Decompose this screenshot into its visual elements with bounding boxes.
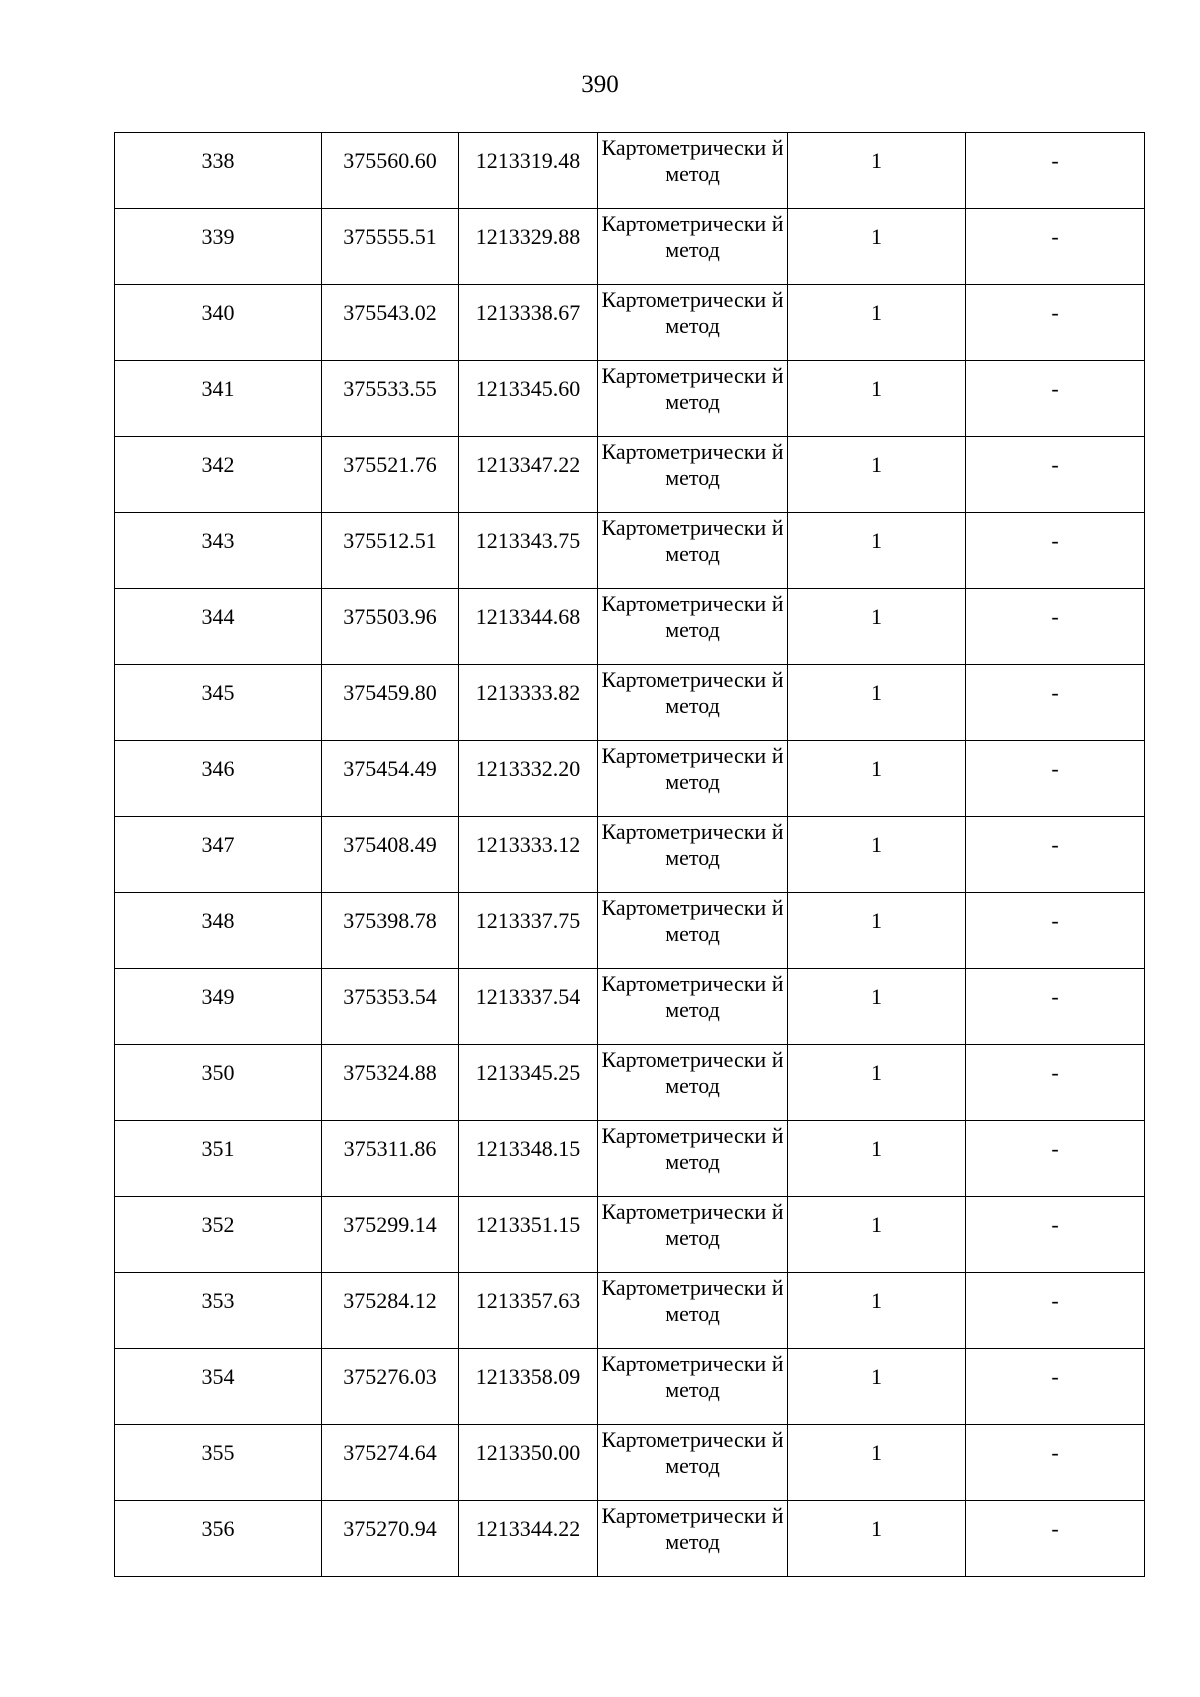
point-number-cell: 354	[115, 1349, 322, 1425]
note-cell: -	[966, 1349, 1145, 1425]
point-number-cell: 346	[115, 741, 322, 817]
table-row	[115, 1425, 1145, 1501]
accuracy-cell: 1	[788, 209, 966, 285]
note-cell: -	[966, 665, 1145, 741]
y-coordinate-cell: 1213345.60	[459, 361, 598, 437]
point-number-cell: 355	[115, 1425, 322, 1501]
method-cell: Картометрически й метод	[598, 437, 788, 513]
accuracy-cell: 1	[788, 513, 966, 589]
accuracy-cell: 1	[788, 1121, 966, 1197]
x-coordinate-cell: 375270.94	[322, 1501, 459, 1577]
note-cell: -	[966, 1045, 1145, 1121]
y-coordinate-cell: 1213344.68	[459, 589, 598, 665]
y-coordinate-cell: 1213344.22	[459, 1501, 598, 1577]
method-cell: Картометрически й метод	[598, 1425, 788, 1501]
point-number-cell: 349	[115, 969, 322, 1045]
point-number-cell: 350	[115, 1045, 322, 1121]
note-cell: -	[966, 133, 1145, 209]
point-number-cell: 339	[115, 209, 322, 285]
accuracy-cell: 1	[788, 969, 966, 1045]
method-cell: Картометрически й метод	[598, 1045, 788, 1121]
accuracy-cell: 1	[788, 665, 966, 741]
table-row	[115, 133, 1145, 209]
table-row	[115, 361, 1145, 437]
x-coordinate-cell: 375353.54	[322, 969, 459, 1045]
table-row	[115, 817, 1145, 893]
accuracy-cell: 1	[788, 1045, 966, 1121]
accuracy-cell: 1	[788, 1273, 966, 1349]
x-coordinate-cell: 375276.03	[322, 1349, 459, 1425]
y-coordinate-cell: 1213357.63	[459, 1273, 598, 1349]
accuracy-cell: 1	[788, 1425, 966, 1501]
point-number-cell: 341	[115, 361, 322, 437]
x-coordinate-cell: 375454.49	[322, 741, 459, 817]
accuracy-cell: 1	[788, 133, 966, 209]
note-cell: -	[966, 741, 1145, 817]
note-cell: -	[966, 285, 1145, 361]
page-number: 390	[581, 71, 619, 98]
coordinates-table	[114, 132, 1145, 1577]
y-coordinate-cell: 1213351.15	[459, 1197, 598, 1273]
table-row	[115, 1121, 1145, 1197]
x-coordinate-cell: 375555.51	[322, 209, 459, 285]
note-cell: -	[966, 969, 1145, 1045]
table-row	[115, 285, 1145, 361]
table-row	[115, 437, 1145, 513]
x-coordinate-cell: 375408.49	[322, 817, 459, 893]
method-cell: Картометрически й метод	[598, 1121, 788, 1197]
y-coordinate-cell: 1213345.25	[459, 1045, 598, 1121]
table-row	[115, 209, 1145, 285]
note-cell: -	[966, 589, 1145, 665]
y-coordinate-cell: 1213350.00	[459, 1425, 598, 1501]
y-coordinate-cell: 1213333.82	[459, 665, 598, 741]
accuracy-cell: 1	[788, 1501, 966, 1577]
y-coordinate-cell: 1213343.75	[459, 513, 598, 589]
accuracy-cell: 1	[788, 817, 966, 893]
x-coordinate-cell: 375311.86	[322, 1121, 459, 1197]
method-cell: Картометрически й метод	[598, 1273, 788, 1349]
note-cell: -	[966, 1501, 1145, 1577]
method-cell: Картометрически й метод	[598, 741, 788, 817]
y-coordinate-cell: 1213347.22	[459, 437, 598, 513]
method-cell: Картометрически й метод	[598, 1501, 788, 1577]
x-coordinate-cell: 375324.88	[322, 1045, 459, 1121]
note-cell: -	[966, 209, 1145, 285]
note-cell: -	[966, 817, 1145, 893]
y-coordinate-cell: 1213358.09	[459, 1349, 598, 1425]
table-row	[115, 1349, 1145, 1425]
note-cell: -	[966, 1273, 1145, 1349]
method-cell: Картометрически й метод	[598, 665, 788, 741]
y-coordinate-cell: 1213332.20	[459, 741, 598, 817]
x-coordinate-cell: 375533.55	[322, 361, 459, 437]
table-row	[115, 969, 1145, 1045]
note-cell: -	[966, 513, 1145, 589]
accuracy-cell: 1	[788, 741, 966, 817]
accuracy-cell: 1	[788, 1349, 966, 1425]
method-cell: Картометрически й метод	[598, 361, 788, 437]
y-coordinate-cell: 1213337.54	[459, 969, 598, 1045]
method-cell: Картометрически й метод	[598, 1349, 788, 1425]
accuracy-cell: 1	[788, 437, 966, 513]
point-number-cell: 348	[115, 893, 322, 969]
x-coordinate-cell: 375274.64	[322, 1425, 459, 1501]
method-cell: Картометрически й метод	[598, 817, 788, 893]
point-number-cell: 343	[115, 513, 322, 589]
y-coordinate-cell: 1213338.67	[459, 285, 598, 361]
method-cell: Картометрически й метод	[598, 1197, 788, 1273]
note-cell: -	[966, 1121, 1145, 1197]
accuracy-cell: 1	[788, 893, 966, 969]
method-cell: Картометрически й метод	[598, 589, 788, 665]
x-coordinate-cell: 375503.96	[322, 589, 459, 665]
method-cell: Картометрически й метод	[598, 285, 788, 361]
table-body	[115, 133, 1145, 1577]
note-cell: -	[966, 893, 1145, 969]
method-cell: Картометрически й метод	[598, 209, 788, 285]
point-number-cell: 352	[115, 1197, 322, 1273]
x-coordinate-cell: 375543.02	[322, 285, 459, 361]
table-row	[115, 1501, 1145, 1577]
method-cell: Картометрически й метод	[598, 513, 788, 589]
note-cell: -	[966, 1197, 1145, 1273]
note-cell: -	[966, 437, 1145, 513]
table-row	[115, 741, 1145, 817]
note-cell: -	[966, 1425, 1145, 1501]
point-number-cell: 351	[115, 1121, 322, 1197]
note-cell: -	[966, 361, 1145, 437]
table-row	[115, 1045, 1145, 1121]
x-coordinate-cell: 375512.51	[322, 513, 459, 589]
y-coordinate-cell: 1213319.48	[459, 133, 598, 209]
x-coordinate-cell: 375459.80	[322, 665, 459, 741]
point-number-cell: 338	[115, 133, 322, 209]
y-coordinate-cell: 1213337.75	[459, 893, 598, 969]
method-cell: Картометрически й метод	[598, 893, 788, 969]
table-row	[115, 665, 1145, 741]
x-coordinate-cell: 375398.78	[322, 893, 459, 969]
table-row	[115, 513, 1145, 589]
x-coordinate-cell: 375521.76	[322, 437, 459, 513]
point-number-cell: 344	[115, 589, 322, 665]
method-cell: Картометрически й метод	[598, 133, 788, 209]
accuracy-cell: 1	[788, 285, 966, 361]
accuracy-cell: 1	[788, 361, 966, 437]
x-coordinate-cell: 375299.14	[322, 1197, 459, 1273]
table-row	[115, 1273, 1145, 1349]
point-number-cell: 342	[115, 437, 322, 513]
y-coordinate-cell: 1213348.15	[459, 1121, 598, 1197]
point-number-cell: 356	[115, 1501, 322, 1577]
point-number-cell: 340	[115, 285, 322, 361]
point-number-cell: 353	[115, 1273, 322, 1349]
accuracy-cell: 1	[788, 589, 966, 665]
x-coordinate-cell: 375284.12	[322, 1273, 459, 1349]
method-cell: Картометрически й метод	[598, 969, 788, 1045]
x-coordinate-cell: 375560.60	[322, 133, 459, 209]
table-row	[115, 893, 1145, 969]
table-row	[115, 1197, 1145, 1273]
point-number-cell: 345	[115, 665, 322, 741]
point-number-cell: 347	[115, 817, 322, 893]
y-coordinate-cell: 1213333.12	[459, 817, 598, 893]
accuracy-cell: 1	[788, 1197, 966, 1273]
y-coordinate-cell: 1213329.88	[459, 209, 598, 285]
table-row	[115, 589, 1145, 665]
